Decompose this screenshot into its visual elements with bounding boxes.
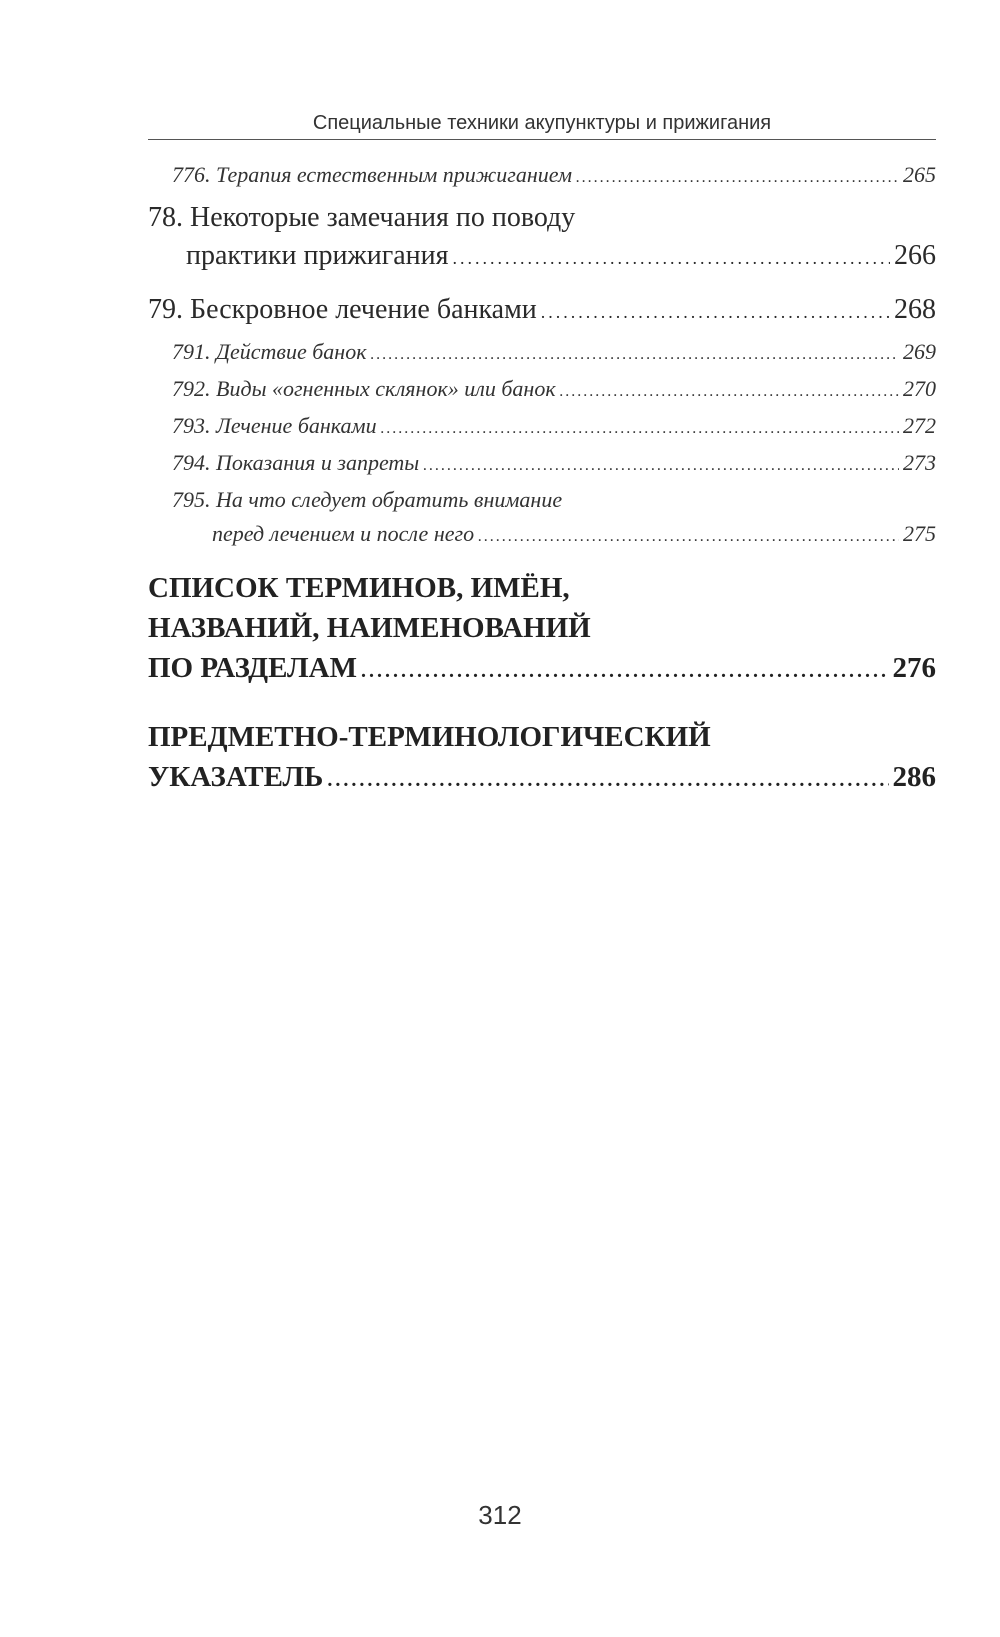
toc-entry-page: 272	[903, 413, 936, 438]
toc-entry-page: 273	[903, 450, 936, 475]
toc-entry-title: СПИСОК ТЕРМИНОВ, ИМЁН,	[148, 572, 570, 604]
leader-dots	[371, 338, 900, 372]
toc-entry-line	[172, 335, 936, 372]
toc-entry-page: 265	[903, 162, 936, 187]
toc-entry[interactable]	[148, 446, 936, 483]
toc-entry-title: 793. Лечение банками	[172, 413, 377, 438]
leader-dots	[576, 161, 899, 195]
toc-entry-page: 276	[892, 652, 936, 684]
leader-dots	[381, 412, 899, 446]
toc-entry-line	[148, 608, 936, 648]
toc-entry-line	[172, 372, 936, 409]
toc-entry[interactable]	[148, 717, 936, 800]
toc-entry[interactable]	[148, 291, 936, 331]
leader-dots	[453, 239, 890, 277]
toc-entry-page: 268	[894, 294, 936, 325]
toc-entry-title-continued: НАЗВАНИЙ, НАИМЕНОВАНИЙ	[148, 612, 591, 644]
toc-entry-line	[148, 717, 936, 757]
toc-entry-title: 791. Действие банок	[172, 339, 367, 364]
toc-entry-title: 776. Терапия естественным прижиганием	[172, 162, 572, 187]
toc-entry-page: 286	[892, 761, 936, 793]
leader-dots	[560, 375, 899, 409]
leader-dots	[478, 520, 899, 554]
running-header: Специальные техники акупунктуры и прижигания	[312, 112, 772, 134]
toc-entry[interactable]	[148, 568, 936, 691]
toc-entry-line	[148, 291, 936, 331]
toc-entry[interactable]	[148, 372, 936, 409]
leader-dots	[361, 651, 889, 691]
toc-entry[interactable]	[148, 158, 936, 195]
toc-entry-title-continued: практики прижигания	[186, 240, 449, 271]
toc-entry[interactable]	[148, 335, 936, 372]
toc-entry-line	[172, 409, 936, 446]
toc-entry-title-continued: ПО РАЗДЕЛАМ	[148, 652, 357, 684]
toc-entry-title-continued: перед лечением и после него	[212, 521, 475, 546]
toc-entry-line	[172, 517, 936, 554]
toc-entry-line	[148, 648, 936, 691]
leader-dots	[541, 293, 890, 331]
toc-entry-line	[148, 199, 936, 237]
toc-entry[interactable]	[148, 409, 936, 446]
toc-entry-line	[172, 483, 936, 517]
toc-entry-page: 270	[903, 376, 936, 401]
toc-entry-title: 792. Виды «огненных склянок» или банок	[172, 376, 556, 401]
header-rule	[148, 139, 936, 140]
toc-entry-page: 266	[894, 240, 936, 271]
toc-entry-title: 79. Бескровное лечение банками	[148, 294, 537, 325]
leader-dots	[423, 449, 899, 483]
table-of-contents	[148, 158, 936, 800]
toc-entry[interactable]	[148, 199, 936, 277]
page-number: 312	[478, 1500, 522, 1530]
toc-entry-line	[148, 568, 936, 608]
toc-entry-title-continued: УКАЗАТЕЛЬ	[148, 761, 324, 793]
toc-entry-page: 275	[903, 521, 936, 546]
toc-entry-line	[148, 237, 936, 277]
toc-entry-title: 78. Некоторые замечания по поводу	[148, 202, 576, 233]
toc-entry-title: 794. Показания и запреты	[172, 450, 420, 475]
toc-entry-line	[172, 158, 936, 195]
toc-entry-title: ПРЕДМЕТНО-ТЕРМИНОЛОГИЧЕСКИЙ	[148, 721, 711, 753]
toc-entry-line	[172, 446, 936, 483]
toc-entry-page: 269	[903, 339, 936, 364]
toc-entry-line	[148, 757, 936, 800]
toc-entry-title: 795. На что следует обратить внимание	[172, 487, 563, 512]
toc-entry[interactable]	[148, 483, 936, 554]
leader-dots	[327, 760, 888, 800]
